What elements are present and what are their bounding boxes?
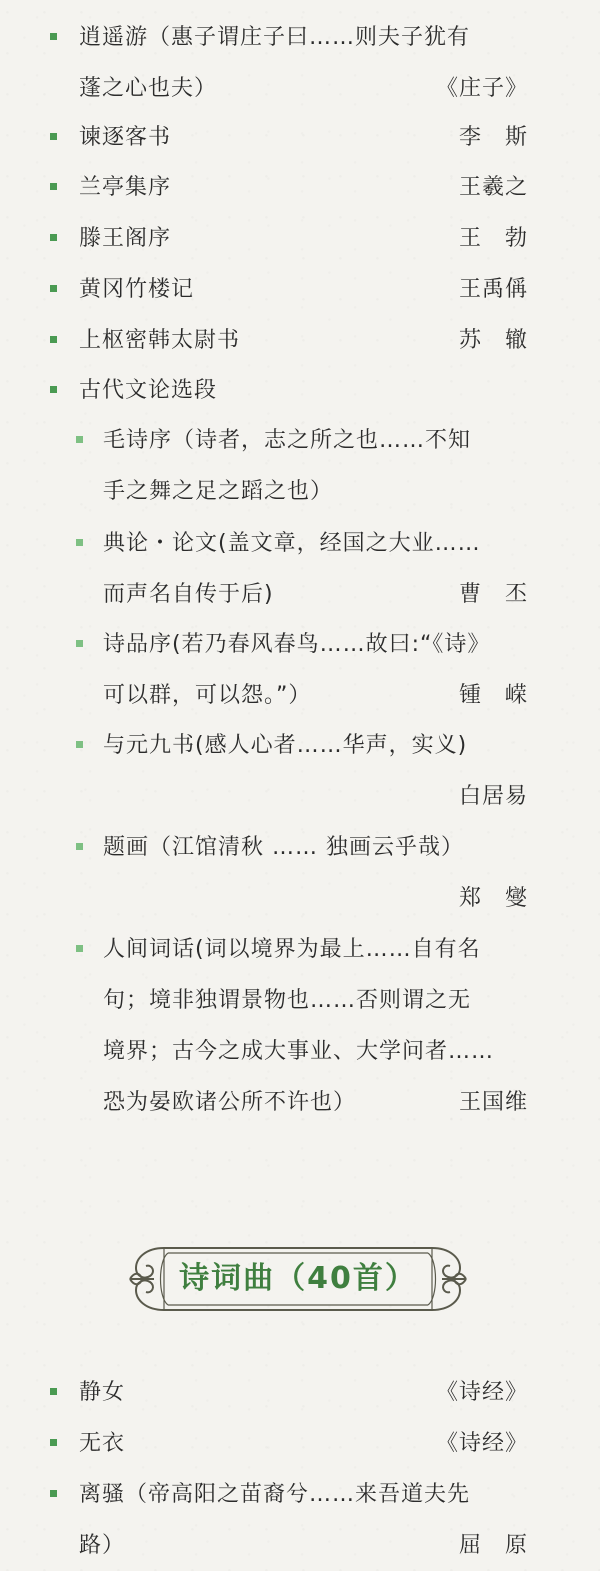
list-item[interactable] bbox=[50, 162, 528, 213]
list-item[interactable] bbox=[50, 1469, 528, 1571]
item-title: 离骚（帝高阳之苗裔兮……来吾道夫先 bbox=[79, 1482, 471, 1507]
item-author: 王国维 bbox=[458, 1090, 528, 1115]
list-item[interactable] bbox=[50, 1418, 528, 1469]
item-title: 蓬之心也夫） bbox=[79, 76, 218, 101]
sub-list-item[interactable] bbox=[76, 924, 528, 1128]
sub-list-item[interactable] bbox=[76, 619, 528, 721]
item-title: 路） bbox=[79, 1533, 126, 1558]
item-author: 王羲之 bbox=[458, 175, 528, 200]
list-item[interactable] bbox=[50, 213, 528, 264]
sub-list-item[interactable] bbox=[76, 822, 528, 924]
item-title: 上枢密韩太尉书 bbox=[79, 328, 241, 353]
list-item[interactable] bbox=[50, 315, 528, 366]
item-author: 白居易 bbox=[458, 784, 528, 809]
item-title: 可以群，可以怨。”） bbox=[103, 683, 312, 708]
list-item[interactable] bbox=[50, 1367, 528, 1418]
item-title: 恐为晏欧诸公所不许也） bbox=[103, 1090, 357, 1115]
item-author: 苏 辙 bbox=[458, 328, 528, 353]
item-title: 诗品序(若乃春风春鸟……故曰:“《诗》 bbox=[103, 632, 491, 657]
item-title: 境界；古今之成大事业、大学问者…… bbox=[103, 1039, 495, 1064]
item-title: 黄冈竹楼记 bbox=[79, 277, 195, 302]
item-title: 与元九书(感人心者……华声，实义) bbox=[103, 733, 468, 758]
item-author: 《诗经》 bbox=[435, 1380, 528, 1405]
sub-list-item[interactable] bbox=[76, 518, 528, 620]
item-author: 锺 嵘 bbox=[458, 683, 528, 708]
item-author: 王 勃 bbox=[458, 226, 528, 251]
item-title: 静女 bbox=[79, 1380, 126, 1405]
item-author: 《庄子》 bbox=[435, 76, 528, 101]
item-author: 王禹偁 bbox=[458, 277, 528, 302]
list-item[interactable] bbox=[50, 112, 528, 163]
list-item[interactable] bbox=[50, 365, 528, 416]
item-author: 曹 丕 bbox=[458, 582, 528, 607]
list-item[interactable] bbox=[50, 12, 528, 114]
item-title: 谏逐客书 bbox=[79, 125, 172, 150]
item-title: 滕王阁序 bbox=[79, 226, 172, 251]
item-title: 而声名自传于后) bbox=[103, 582, 274, 607]
list-item[interactable] bbox=[50, 264, 528, 315]
item-title: 句；境非独谓景物也……否则谓之无 bbox=[103, 988, 472, 1013]
item-title: 无衣 bbox=[79, 1431, 126, 1456]
sub-list-item[interactable] bbox=[76, 720, 528, 822]
item-title: 逍遥游（惠子谓庄子曰……则夫子犹有 bbox=[79, 25, 471, 50]
item-title: 兰亭集序 bbox=[79, 175, 172, 200]
item-title: 手之舞之足之蹈之也） bbox=[103, 479, 334, 504]
item-title: 题画（江馆清秋 …… 独画云乎哉） bbox=[103, 835, 464, 860]
item-author: 《诗经》 bbox=[435, 1431, 528, 1456]
item-author: 屈 原 bbox=[458, 1533, 528, 1558]
sub-list-item[interactable] bbox=[76, 415, 528, 517]
item-title: 人间词话(词以境界为最上……自有名 bbox=[103, 937, 481, 962]
section-title: 诗词曲（40首） bbox=[179, 1261, 417, 1296]
item-author: 郑 燮 bbox=[458, 886, 528, 911]
item-title: 毛诗序（诗者，志之所之也……不知 bbox=[103, 428, 472, 453]
item-title: 古代文论选段 bbox=[79, 378, 218, 403]
item-author: 李 斯 bbox=[458, 125, 528, 150]
item-title: 典论・论文(盖文章，经国之大业…… bbox=[103, 531, 481, 556]
section-banner bbox=[124, 1238, 472, 1320]
